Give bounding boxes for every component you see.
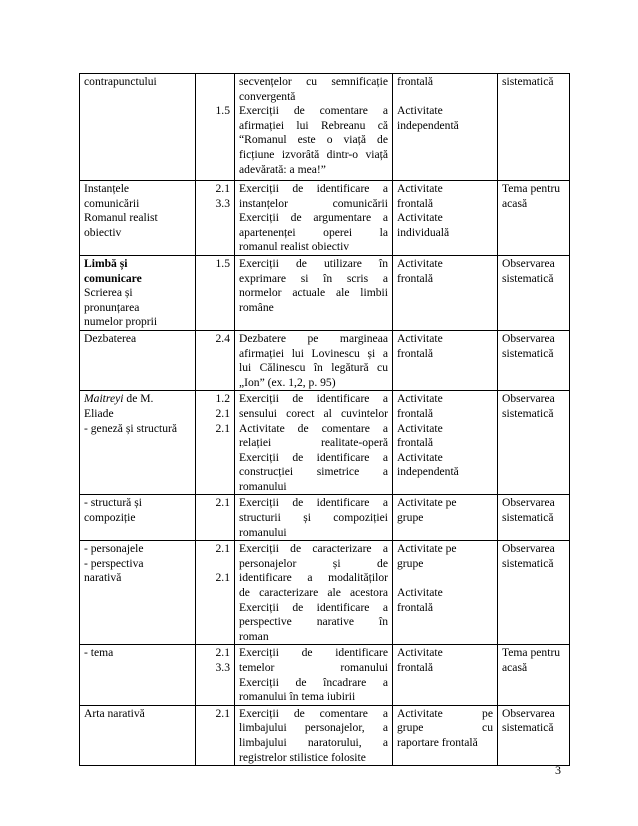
- organization-line: frontală: [397, 75, 434, 88]
- evaluation-line: Observarea: [502, 256, 555, 270]
- evaluation-line: sistematică: [502, 556, 554, 570]
- activity-line: romanul realist obiectiv: [239, 240, 350, 254]
- evaluation-cell: [498, 495, 570, 541]
- table-row: [80, 391, 570, 495]
- activity-line: sensului corect al cuvintelor: [239, 406, 388, 420]
- competence-code: 2.1: [215, 406, 230, 420]
- activity-line: adevărată: a mea!”: [239, 162, 326, 176]
- content-line: Romanul realist: [84, 211, 158, 225]
- activity-line: convergentă: [239, 89, 296, 103]
- table-row: [80, 330, 570, 390]
- activity-line: „Ion” (ex. 1,2, p. 95): [239, 375, 336, 389]
- content-cell: [80, 74, 196, 181]
- organization-line: raportare frontală: [397, 735, 478, 749]
- organization-cell: [393, 645, 498, 705]
- competence-code: 1.5: [215, 104, 230, 118]
- evaluation-line: Observarea: [502, 706, 555, 720]
- organization-cell: [393, 705, 498, 765]
- content-cell: [80, 705, 196, 765]
- competence-code: 1.5: [215, 256, 230, 270]
- table-row: [80, 541, 570, 645]
- competence-code: [200, 90, 230, 105]
- evaluation-line: acasă: [502, 661, 528, 674]
- competence-code: 2.1: [215, 421, 230, 435]
- organization-line: independentă: [397, 118, 459, 132]
- competence-code: 2.1: [215, 706, 230, 720]
- organization-line: frontală: [397, 196, 434, 210]
- evaluation-cell: [498, 330, 570, 390]
- content-line: comunicare: [84, 271, 142, 285]
- evaluation-cell: [498, 255, 570, 330]
- organization-cell: [393, 330, 498, 390]
- activity-line: lui Călinescu în legătură cu: [239, 361, 388, 375]
- activity-line: normelor actuale ale limbii: [239, 286, 388, 300]
- competence-code: 2.1: [215, 542, 230, 556]
- competence-code: [200, 557, 230, 572]
- table-row: [80, 495, 570, 541]
- activity-cell: [235, 645, 393, 705]
- organization-line: grupe: [397, 556, 424, 570]
- content-line: comunicării: [84, 196, 140, 210]
- competence-code-cell: [196, 181, 235, 256]
- organization-line: Activitate: [397, 256, 443, 270]
- activity-line: limbajului personajelor, a: [239, 721, 388, 735]
- activity-line: afirmației lui Rebreanu că: [239, 118, 388, 132]
- content-line: Limbă și: [84, 256, 128, 270]
- competence-code-cell: [196, 541, 235, 645]
- activity-line: limbajului naratorului, a: [239, 735, 388, 749]
- organization-line: frontală: [397, 600, 434, 614]
- activity-line: Dezbatere pe margineaa: [239, 331, 388, 345]
- lesson-plan-table: [79, 73, 570, 766]
- content-line: - personajele: [84, 542, 144, 556]
- activity-cell: [235, 181, 393, 256]
- activity-cell: [235, 330, 393, 390]
- organization-line: Activitate pe: [397, 542, 457, 556]
- activity-cell: [235, 495, 393, 541]
- organization-line: Activitate pe: [397, 706, 493, 720]
- activity-line: ficțiune izvorâtă dintr-o viață: [239, 147, 388, 161]
- activity-line: Exerciții de comentare a: [239, 104, 388, 118]
- content-cell: [80, 255, 196, 330]
- activity-line: Exerciții de încadrare a: [239, 675, 388, 689]
- organization-line: Activitate: [397, 331, 443, 345]
- evaluation-line: Observarea: [502, 496, 555, 510]
- competence-code: 2.1: [215, 571, 230, 585]
- organization-line: [397, 571, 493, 586]
- content-line: Scrierea și: [84, 286, 133, 300]
- evaluation-cell: [498, 391, 570, 495]
- activity-line: Exerciții de identificare a: [239, 392, 388, 406]
- evaluation-line: Observarea: [502, 392, 555, 406]
- table-row: [80, 74, 570, 181]
- organization-cell: [393, 541, 498, 645]
- content-cell: [80, 645, 196, 705]
- content-line: narativă: [84, 571, 122, 585]
- evaluation-line: sistematică: [502, 75, 554, 88]
- content-line: - geneză și structură: [84, 421, 178, 435]
- table-row: [80, 255, 570, 330]
- activity-line: afirmației lui Lovinescu și a: [239, 346, 388, 360]
- competence-code-cell: [196, 255, 235, 330]
- competence-code: 2.1: [215, 646, 230, 660]
- organization-line: Activitate: [397, 392, 443, 406]
- competence-code: 3.3: [215, 661, 230, 674]
- content-cell: [80, 391, 196, 495]
- evaluation-line: sistematică: [502, 406, 554, 420]
- evaluation-line: Observarea: [502, 331, 555, 345]
- organization-cell: [393, 391, 498, 495]
- evaluation-line: Tema pentru: [502, 646, 561, 660]
- activity-line: apartenenței operei la: [239, 225, 388, 239]
- organization-line: [397, 90, 493, 105]
- content-cell: [80, 181, 196, 256]
- activity-line: personajelor și de: [239, 556, 388, 570]
- evaluation-line: sistematică: [502, 511, 554, 525]
- activity-cell: [235, 74, 393, 181]
- activity-line: Exerciții de identificare a: [239, 496, 388, 510]
- activity-line: instanțelor comunicării: [239, 196, 388, 210]
- organization-line: Activitate: [397, 586, 443, 600]
- activity-line: Exerciții de comentare a: [239, 706, 388, 720]
- content-line: Dezbaterea: [84, 331, 137, 345]
- organization-line: frontală: [397, 271, 434, 285]
- activity-cell: [235, 541, 393, 645]
- activity-line: Exerciții de identificare a: [239, 182, 388, 195]
- content-text: Maitreyi: [84, 392, 124, 406]
- activity-line: Exerciții de identificare: [239, 646, 388, 660]
- evaluation-cell: [498, 541, 570, 645]
- content-line: Arta narativă: [84, 706, 145, 720]
- content-cell: [80, 541, 196, 645]
- activity-line: Exerciții de utilizare în: [239, 256, 388, 270]
- content-line: - tema: [84, 646, 114, 660]
- competence-code-cell: [196, 74, 235, 181]
- organization-line: Activitate: [397, 450, 443, 464]
- activity-line: perspective narative în: [239, 615, 388, 629]
- organization-line: frontală: [397, 661, 434, 674]
- organization-line: Activitate: [397, 421, 443, 435]
- evaluation-line: sistematică: [502, 271, 554, 285]
- activity-line: roman: [239, 629, 269, 643]
- competence-code: 2.1: [215, 496, 230, 510]
- evaluation-line: sistematică: [502, 721, 554, 735]
- evaluation-cell: [498, 74, 570, 181]
- organization-line: grupe cu: [397, 721, 493, 735]
- competence-code-cell: [196, 330, 235, 390]
- competence-code: 2.1: [215, 182, 230, 195]
- organization-cell: [393, 74, 498, 181]
- content-line: numelor proprii: [84, 315, 158, 329]
- content-line: compoziție: [84, 511, 136, 525]
- activity-line: structurii și compoziției: [239, 511, 388, 525]
- content-line: Instanțele: [84, 182, 130, 195]
- table-row: [80, 181, 570, 256]
- evaluation-line: acasă: [502, 196, 528, 210]
- content-line: Eliade: [84, 406, 114, 420]
- evaluation-cell: [498, 705, 570, 765]
- content-line: contrapunctului: [84, 75, 157, 88]
- activity-line: “Romanul este o viață de: [239, 133, 388, 147]
- activity-line: romanului în tema iubirii: [239, 690, 356, 704]
- activity-line: registrelor stilistice folosite: [239, 750, 366, 764]
- activity-line: Exerciții de identificare a: [239, 450, 388, 464]
- content-cell: [80, 330, 196, 390]
- organization-cell: [393, 495, 498, 541]
- competence-code: [200, 75, 230, 90]
- organization-line: Activitate: [397, 211, 443, 225]
- competence-code: 1.2: [215, 392, 230, 406]
- organization-line: independentă: [397, 465, 459, 479]
- table-row: [80, 705, 570, 765]
- organization-line: Activitate: [397, 646, 443, 660]
- competence-code-cell: [196, 495, 235, 541]
- activity-line: Activitate de comentare a: [239, 421, 388, 435]
- organization-line: Activitate: [397, 104, 443, 118]
- activity-cell: [235, 391, 393, 495]
- activity-line: construcției simetrice a: [239, 465, 388, 479]
- competence-code: 2.4: [215, 331, 230, 345]
- organization-line: frontală: [397, 436, 434, 450]
- activity-line: Exerciții de identificare a: [239, 600, 388, 614]
- organization-cell: [393, 181, 498, 256]
- lesson-plan-table-body: [80, 74, 570, 766]
- activity-cell: [235, 255, 393, 330]
- organization-line: individuală: [397, 225, 450, 239]
- page-number: 3: [555, 763, 561, 777]
- evaluation-line: Observarea: [502, 542, 555, 556]
- competence-code: 3.3: [215, 196, 230, 210]
- content-line: pronunțarea: [84, 300, 140, 314]
- content-line: [84, 392, 191, 407]
- organization-line: grupe: [397, 511, 424, 525]
- activity-line: române: [239, 300, 274, 314]
- evaluation-cell: [498, 645, 570, 705]
- activity-line: Exerciții de caracterizare a: [239, 542, 388, 556]
- activity-line: de caracterizare ale acestora: [239, 586, 388, 600]
- table-row: [80, 645, 570, 705]
- activity-line: secvențelor cu semnificație: [239, 75, 388, 88]
- activity-line: temelor romanului: [239, 661, 388, 674]
- evaluation-line: sistematică: [502, 346, 554, 360]
- activity-line: relației realitate-operă: [239, 436, 388, 450]
- content-text: de M.: [123, 392, 154, 406]
- organization-cell: [393, 255, 498, 330]
- competence-code-cell: [196, 705, 235, 765]
- activity-line: romanului: [239, 479, 287, 493]
- evaluation-cell: [498, 181, 570, 256]
- organization-line: frontală: [397, 346, 434, 360]
- activity-line: romanului: [239, 525, 287, 539]
- competence-code-cell: [196, 645, 235, 705]
- organization-line: Activitate: [397, 182, 443, 195]
- activity-line: Exerciții de argumentare a: [239, 211, 388, 225]
- content-cell: [80, 495, 196, 541]
- activity-line: exprimare si în scris a: [239, 271, 388, 285]
- activity-line: identificare a modalităților: [239, 571, 388, 585]
- content-line: obiectiv: [84, 225, 122, 239]
- organization-line: frontală: [397, 406, 434, 420]
- competence-code-cell: [196, 391, 235, 495]
- activity-cell: [235, 705, 393, 765]
- content-line: - structură și: [84, 496, 142, 510]
- content-line: - perspectiva: [84, 556, 144, 570]
- evaluation-line: Tema pentru: [502, 182, 561, 195]
- organization-line: Activitate pe: [397, 496, 457, 510]
